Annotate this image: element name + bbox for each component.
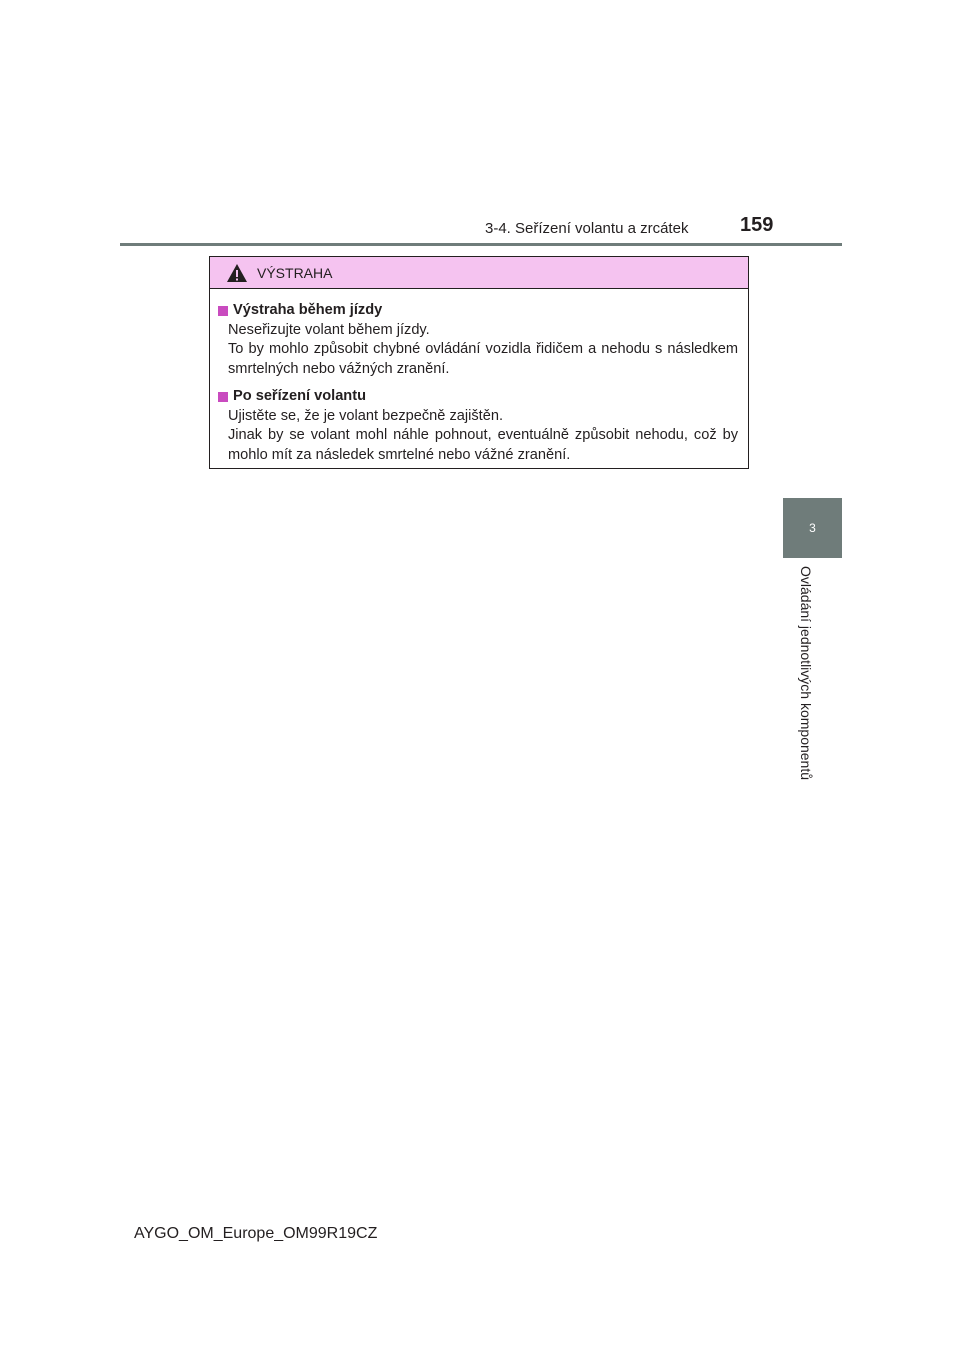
square-bullet-icon [218,392,228,402]
warning-item-heading [218,387,738,407]
chapter-number: 3 [809,521,816,535]
warning-body [210,289,748,465]
warning-box [209,256,749,469]
chapter-title: Ovládání jednotlivých komponentů [798,566,814,781]
warning-item-line: To by mohlo způsobit chybné ovládání vozidla řidičem a nehodu s následkem smrtelných nebo vážných zranění. [228,341,738,377]
header-divider [120,243,842,246]
page-number: 159 [740,214,774,236]
chapter-tab [783,498,842,558]
square-bullet-icon [218,306,228,316]
section-title: 3-4. Seřízení volantu a zrcátek [485,220,689,237]
warning-title: VÝSTRAHA [257,264,333,281]
warning-item [218,301,738,379]
warning-item-heading-text: Výstraha během jízdy [233,302,383,318]
warning-item-heading-text: Po seřízení volantu [233,388,366,404]
warning-item-text [218,407,738,466]
warning-triangle-icon [226,263,248,283]
warning-item-text [218,321,738,380]
warning-item [218,387,738,465]
warning-header [210,257,748,289]
warning-item-line: Jinak by se volant mohl náhle pohnout, eventuálně způsobit nehodu, což by mohlo mít za následek smrtelné nebo vážné zranění. [228,427,738,463]
document-code: AYGO_OM_Europe_OM99R19CZ [134,1225,378,1242]
warning-item-line: Ujistěte se, že je volant bezpečně zajištěn. [228,407,504,424]
warning-item-line: Neseřizujte volant během jízdy. [228,321,430,338]
warning-item-heading [218,301,738,321]
